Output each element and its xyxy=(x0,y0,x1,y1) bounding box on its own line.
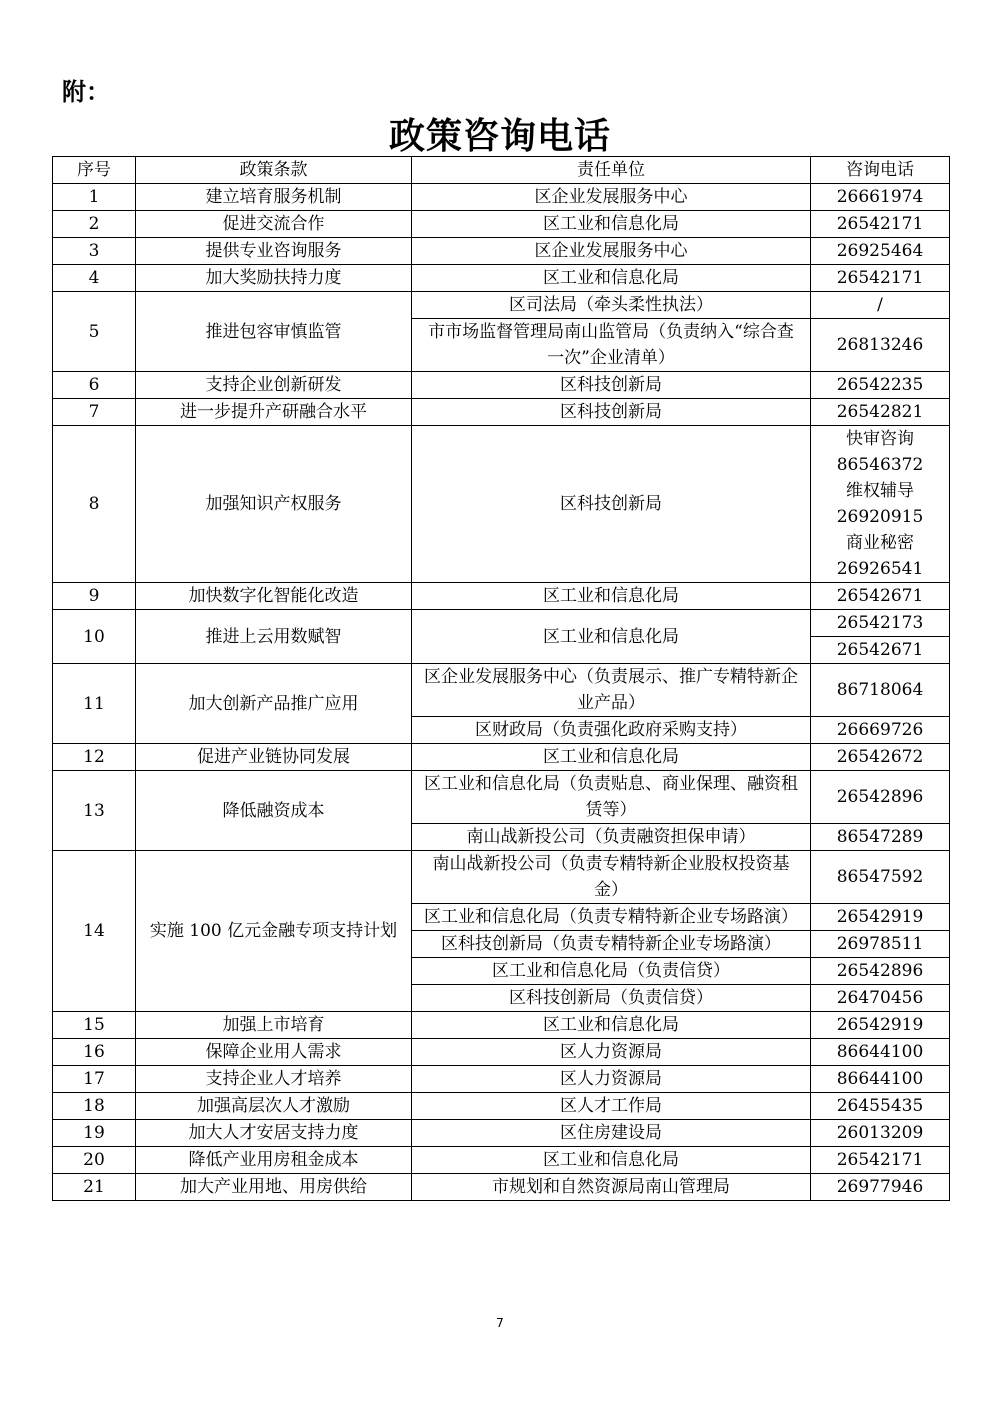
contact-phone: 26542671 xyxy=(811,637,950,664)
phone-line: 商业秘密 xyxy=(846,533,914,553)
row-number: 18 xyxy=(53,1093,136,1120)
phone-line: 26661974 xyxy=(836,187,924,207)
contact-phone xyxy=(811,1012,950,1039)
contact-phone xyxy=(811,958,950,985)
header-policy: 政策条款 xyxy=(136,157,412,184)
responsible-unit: 市市场监督管理局南山监管局（负责纳入“综合查一次”企业清单） xyxy=(412,319,811,372)
policy-clause: 降低融资成本 xyxy=(136,771,412,851)
phone-line: 26542896 xyxy=(836,787,924,807)
row-number: 4 xyxy=(53,265,136,292)
responsible-unit: 区工业和信息化局 xyxy=(412,1012,811,1039)
policy-clause: 促进产业链协同发展 xyxy=(136,744,412,771)
responsible-unit: 区工业和信息化局 xyxy=(412,211,811,238)
responsible-unit: 区工业和信息化局 xyxy=(412,1147,811,1174)
header-no: 序号 xyxy=(53,157,136,184)
responsible-unit: 区企业发展服务中心 xyxy=(412,238,811,265)
table-row xyxy=(53,1012,950,1039)
contact-phone xyxy=(811,1147,950,1174)
phone-line: 86547592 xyxy=(836,867,924,887)
contact-phone xyxy=(811,372,950,399)
policy-clause: 加强知识产权服务 xyxy=(136,426,412,583)
phone-line: 26926541 xyxy=(836,559,924,579)
phone-line: 26542919 xyxy=(836,1015,924,1035)
policy-clause: 加大人才安居支持力度 xyxy=(136,1120,412,1147)
table-row xyxy=(53,211,950,238)
responsible-unit: 区科技创新局 xyxy=(412,372,811,399)
contact-phone xyxy=(811,399,950,426)
header-phone: 咨询电话 xyxy=(811,157,950,184)
row-number: 10 xyxy=(53,610,136,664)
table-row xyxy=(53,771,950,824)
responsible-unit: 区人力资源局 xyxy=(412,1039,811,1066)
policy-clause: 加快数字化智能化改造 xyxy=(136,583,412,610)
responsible-unit: 区财政局（负责强化政府采购支持） xyxy=(412,717,811,744)
phone-line: 26542821 xyxy=(836,402,924,422)
policy-clause: 保障企业用人需求 xyxy=(136,1039,412,1066)
policy-clause: 加强高层次人才激励 xyxy=(136,1093,412,1120)
phone-line: 26013209 xyxy=(836,1123,924,1143)
phone-line: 维权辅导 xyxy=(846,481,914,501)
responsible-unit: 区科技创新局（负责专精特新企业专场路演） xyxy=(412,931,811,958)
policy-clause: 提供专业咨询服务 xyxy=(136,238,412,265)
phone-line: 26542171 xyxy=(836,1150,924,1170)
row-number: 7 xyxy=(53,399,136,426)
contact-phone xyxy=(811,426,950,583)
responsible-unit: 区科技创新局 xyxy=(412,399,811,426)
table-row xyxy=(53,1039,950,1066)
row-number: 15 xyxy=(53,1012,136,1039)
responsible-unit: 区企业发展服务中心（负责展示、推广专精特新企业产品） xyxy=(412,664,811,717)
contact-phone xyxy=(811,211,950,238)
header-unit: 责任单位 xyxy=(412,157,811,184)
table-row xyxy=(53,1093,950,1120)
phone-line: 26669726 xyxy=(836,720,924,740)
contact-phone xyxy=(811,1039,950,1066)
responsible-unit: 南山战新投公司（负责专精特新企业股权投资基金） xyxy=(412,851,811,904)
phone-line: 26542919 xyxy=(836,907,924,927)
policy-clause: 进一步提升产研融合水平 xyxy=(136,399,412,426)
table-row xyxy=(53,851,950,904)
appendix-label: 附： xyxy=(62,78,110,106)
phone-line: 86644100 xyxy=(836,1069,924,1089)
phone-line: 26542671 xyxy=(836,586,924,606)
responsible-unit: 区人力资源局 xyxy=(412,1066,811,1093)
page-number: 7 xyxy=(496,1316,504,1330)
policy-clause: 推进上云用数赋智 xyxy=(136,610,412,664)
phone-line: 26978511 xyxy=(836,934,924,954)
policy-clause: 加强上市培育 xyxy=(136,1012,412,1039)
responsible-unit: 南山战新投公司（负责融资担保申请） xyxy=(412,824,811,851)
contact-phone xyxy=(811,1093,950,1120)
phone-line: 26542171 xyxy=(836,214,924,234)
phone-line: 26813246 xyxy=(836,335,924,355)
responsible-unit: 区工业和信息化局（负责贴息、商业保理、融资租赁等） xyxy=(412,771,811,824)
row-number: 20 xyxy=(53,1147,136,1174)
table-row xyxy=(53,610,950,637)
table-row xyxy=(53,292,950,319)
row-number: 17 xyxy=(53,1066,136,1093)
contact-phone xyxy=(811,583,950,610)
contact-phone xyxy=(811,851,950,904)
row-number: 9 xyxy=(53,583,136,610)
responsible-unit: 区工业和信息化局 xyxy=(412,583,811,610)
responsible-unit: 区工业和信息化局（负责信贷） xyxy=(412,958,811,985)
page-title: 政策咨询电话 xyxy=(388,115,611,157)
contact-phone xyxy=(811,292,950,319)
row-number: 14 xyxy=(53,851,136,1012)
phone-line: / xyxy=(877,295,883,315)
table-row xyxy=(53,664,950,717)
policy-clause: 建立培育服务机制 xyxy=(136,184,412,211)
responsible-unit: 区住房建设局 xyxy=(412,1120,811,1147)
table-row xyxy=(53,426,950,583)
contact-phone xyxy=(811,904,950,931)
row-number: 8 xyxy=(53,426,136,583)
responsible-unit: 区人才工作局 xyxy=(412,1093,811,1120)
contact-phone xyxy=(811,931,950,958)
table-row xyxy=(53,1174,950,1201)
contact-phone xyxy=(811,664,950,717)
row-number: 1 xyxy=(53,184,136,211)
table-row xyxy=(53,265,950,292)
responsible-unit: 区企业发展服务中心 xyxy=(412,184,811,211)
responsible-unit: 区工业和信息化局（负责专精特新企业专场路演） xyxy=(412,904,811,931)
table-row xyxy=(53,744,950,771)
responsible-unit: 区工业和信息化局 xyxy=(412,610,811,664)
phone-line: 86644100 xyxy=(836,1042,924,1062)
table-row xyxy=(53,583,950,610)
contact-phone xyxy=(811,1066,950,1093)
phone-line: 26920915 xyxy=(836,507,924,527)
row-number: 13 xyxy=(53,771,136,851)
contact-phone xyxy=(811,824,950,851)
responsible-unit: 区工业和信息化局 xyxy=(412,265,811,292)
row-number: 3 xyxy=(53,238,136,265)
phone-line: 26925464 xyxy=(836,241,924,261)
policy-clause: 降低产业用房租金成本 xyxy=(136,1147,412,1174)
phone-line: 26542896 xyxy=(836,961,924,981)
policy-clause: 促进交流合作 xyxy=(136,211,412,238)
row-number: 21 xyxy=(53,1174,136,1201)
table-row xyxy=(53,184,950,211)
contact-phone xyxy=(811,1174,950,1201)
contact-phone xyxy=(811,771,950,824)
responsible-unit: 区司法局（牵头柔性执法） xyxy=(412,292,811,319)
table-row xyxy=(53,1147,950,1174)
contact-phone xyxy=(811,744,950,771)
phone-line: 26542171 xyxy=(836,268,924,288)
row-number: 19 xyxy=(53,1120,136,1147)
policy-clause: 实施 100 亿元金融专项支持计划 xyxy=(136,851,412,1012)
responsible-unit: 区科技创新局 xyxy=(412,426,811,583)
contact-phone xyxy=(811,184,950,211)
contact-phone xyxy=(811,985,950,1012)
row-number: 5 xyxy=(53,292,136,372)
responsible-unit: 市规划和自然资源局南山管理局 xyxy=(412,1174,811,1201)
contact-phone xyxy=(811,265,950,292)
table-row xyxy=(53,238,950,265)
table-row xyxy=(53,399,950,426)
row-number: 16 xyxy=(53,1039,136,1066)
phone-line: 26977946 xyxy=(836,1177,924,1197)
row-number: 2 xyxy=(53,211,136,238)
phone-line: 快审咨询 xyxy=(846,429,914,449)
contact-phone xyxy=(811,238,950,265)
policy-clause: 加大产业用地、用房供给 xyxy=(136,1174,412,1201)
table-row xyxy=(53,372,950,399)
table-header-row xyxy=(53,157,950,184)
row-number: 6 xyxy=(53,372,136,399)
contact-phone xyxy=(811,319,950,372)
phone-line: 26542672 xyxy=(836,747,924,767)
policy-clause: 加大创新产品推广应用 xyxy=(136,664,412,744)
phone-line: 26470456 xyxy=(836,988,924,1008)
phone-line: 26455435 xyxy=(836,1096,924,1116)
policy-clause: 支持企业人才培养 xyxy=(136,1066,412,1093)
row-number: 11 xyxy=(53,664,136,744)
policy-clause: 推进包容审慎监管 xyxy=(136,292,412,372)
phone-line: 26542235 xyxy=(836,375,924,395)
policy-clause: 支持企业创新研发 xyxy=(136,372,412,399)
row-number: 12 xyxy=(53,744,136,771)
contact-phone xyxy=(811,717,950,744)
phone-line: 86547289 xyxy=(836,827,924,847)
policy-clause: 加大奖励扶持力度 xyxy=(136,265,412,292)
responsible-unit: 区工业和信息化局 xyxy=(412,744,811,771)
table-row xyxy=(53,1066,950,1093)
contact-phone: 26542173 xyxy=(811,610,950,637)
responsible-unit: 区科技创新局（负责信贷） xyxy=(412,985,811,1012)
phone-line: 86546372 xyxy=(836,455,924,475)
policy-contact-table xyxy=(52,156,950,1201)
contact-phone xyxy=(811,1120,950,1147)
phone-line: 86718064 xyxy=(836,680,924,700)
table-row xyxy=(53,1120,950,1147)
